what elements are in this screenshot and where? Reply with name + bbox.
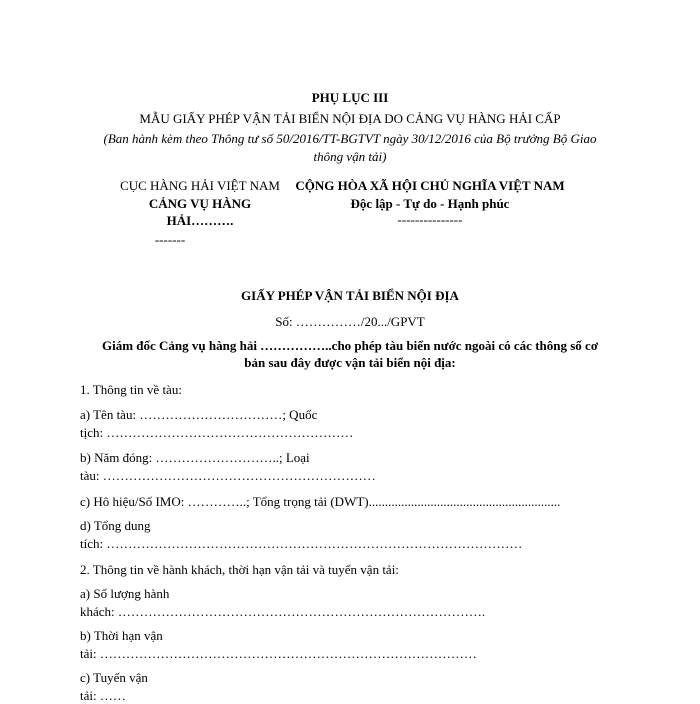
section-2-heading: 2. Thông tin về hành khách, thời hạn vận tải và tuyến vận tải: xyxy=(80,562,399,577)
permit-intro-line-2: bản sau đây được vận tải biển nội địa: xyxy=(244,355,456,370)
issued-note-line-1: (Ban hành kèm theo Thông tư số 50/2016/TT-BGTVT ngày 30/12/2016 của Bộ trưởng Bộ Giao xyxy=(103,131,597,146)
passenger-count-field-line-1: a) Số lượng hành xyxy=(80,586,170,601)
agency-name: CỤC HÀNG HẢI VIỆT NAM xyxy=(120,178,280,193)
capacity-field-line-2: tích: …………………………………………………………………………………… xyxy=(80,536,523,551)
route-field-line-2: tải: …… xyxy=(80,688,126,703)
form-title: MẪU GIẤY PHÉP VẬN TẢI BIỂN NỘI ĐỊA DO CẢNG VỤ HÀNG HẢI CẤP xyxy=(139,111,561,126)
issued-note-line-2: thông vận tải) xyxy=(313,149,387,164)
permit-title: GIẤY PHÉP VẬN TẢI BIỂN NỘI ĐỊA xyxy=(241,288,459,303)
section-1-heading: 1. Thông tin về tàu: xyxy=(80,382,182,397)
ship-name-field-line-1: a) Tên tàu: ……………………………; Quốc xyxy=(80,407,318,422)
appendix-title: PHỤ LỤC III xyxy=(311,90,389,105)
build-year-field-line-2: tàu: ……………………………………………………… xyxy=(80,468,376,483)
route-field-line-1: c) Tuyến vận xyxy=(80,670,148,685)
port-authority-line-1: CẢNG VỤ HÀNG xyxy=(148,196,252,211)
right-divider: --------------- xyxy=(397,212,463,227)
national-title: CỘNG HÒA XÃ HỘI CHỦ NGHĨA VIỆT NAM xyxy=(295,178,565,193)
left-divider: ------- xyxy=(154,232,186,247)
ship-name-field-line-2: tịch: ………………………………………………… xyxy=(80,425,354,440)
permit-number: Số: ……………/20.../GPVT xyxy=(275,314,425,329)
build-year-field-line-1: b) Năm đóng: ………………………..; Loại xyxy=(80,450,310,465)
motto: Độc lập - Tự do - Hạnh phúc xyxy=(350,196,510,211)
passenger-count-field-line-2: khách: …………………………………………………………………………. xyxy=(80,604,486,619)
duration-field-line-2: tải: …………………………………………………………………………… xyxy=(80,646,477,661)
port-authority-line-2: HẢI………. xyxy=(166,213,234,228)
callsign-imo-field: c) Hô hiệu/Số IMO: …………..; Tổng trọng tải (DWT)........................................................... xyxy=(80,494,561,509)
capacity-field-line-1: d) Tổng dung xyxy=(80,518,151,533)
duration-field-line-1: b) Thời hạn vận xyxy=(80,628,163,643)
permit-intro-line-1: Giám đốc Cảng vụ hàng hải ……………..cho phép tàu biển nước ngoài có các thông số cơ xyxy=(101,338,599,353)
